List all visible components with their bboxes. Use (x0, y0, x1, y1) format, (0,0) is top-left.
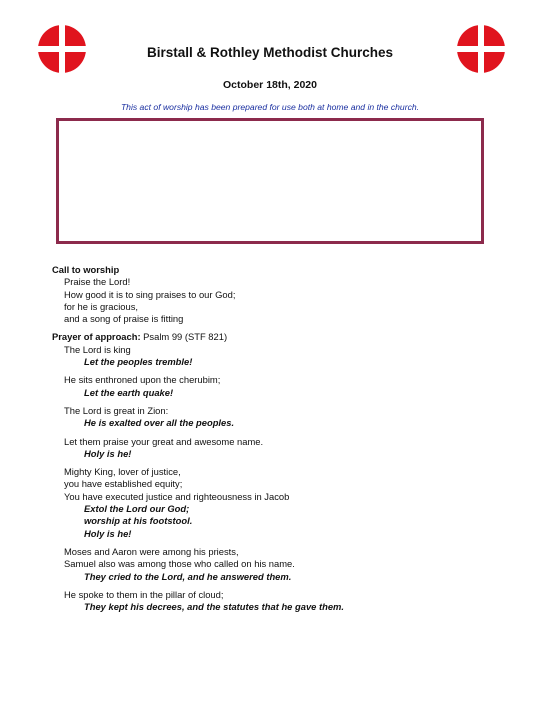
call-line: Praise the Lord! (64, 276, 131, 288)
leader-line: Mighty King, lover of justice, (64, 466, 181, 478)
response-line: Extol the Lord our God; (84, 503, 190, 515)
call-line: and a song of praise is fitting (64, 313, 184, 325)
prayer-stanza (64, 589, 492, 614)
leader-line: Moses and Aaron were among his priests, (64, 545, 239, 557)
leader-line: The Lord is king (64, 343, 131, 355)
prayer-stanza (64, 374, 492, 399)
response-line: Let the peoples tremble! (84, 356, 193, 368)
response-line: worship at his footstool. (84, 515, 193, 527)
prayer-heading (52, 331, 492, 343)
response-line: They kept his decrees, and the statutes that he gave them. (84, 601, 344, 613)
intro-note: This act of worship has been prepared for use both at home and in the church. (120, 102, 420, 112)
response-line: Let the earth quake! (84, 386, 174, 398)
response-line: Holy is he! (84, 447, 132, 459)
worship-content (52, 264, 492, 619)
prayer-stanza (64, 466, 492, 540)
response-line: He is exalted over all the peoples. (84, 417, 235, 429)
call-to-worship-heading: Call to worship (52, 264, 120, 275)
prayer-section (52, 331, 492, 613)
service-date: October 18th, 2020 (223, 79, 317, 91)
prayer-reference: Psalm 99 (STF 821) (140, 331, 228, 343)
leader-line: Let them praise your great and awesome name. (64, 435, 264, 447)
prayer-stanzas (52, 344, 492, 614)
leader-line: Samuel also was among those who called on his name. (64, 558, 295, 570)
call-line: How good it is to sing praises to our God; (64, 288, 236, 300)
leader-line: The Lord is great in Zion: (64, 404, 169, 416)
leader-line: He sits enthroned upon the cherubim; (64, 374, 221, 386)
response-line: Holy is he! (84, 527, 132, 539)
leader-line: you have established equity; (64, 478, 183, 490)
page-title: Birstall & Rothley Methodist Churches (146, 45, 394, 60)
call-line: for he is gracious, (64, 300, 138, 312)
prayer-heading-label: Prayer of approach: (52, 331, 141, 343)
prayer-stanza (64, 546, 492, 583)
prayer-stanza (64, 405, 492, 430)
response-line: They cried to the Lord, and he answered them. (84, 570, 292, 582)
prayer-stanza (64, 344, 492, 369)
image-frame (56, 118, 484, 244)
leader-line: He spoke to them in the pillar of cloud; (64, 588, 224, 600)
call-to-worship-section (52, 264, 492, 325)
leader-line: You have executed justice and righteousness in Jacob (64, 490, 290, 502)
prayer-stanza (64, 436, 492, 461)
